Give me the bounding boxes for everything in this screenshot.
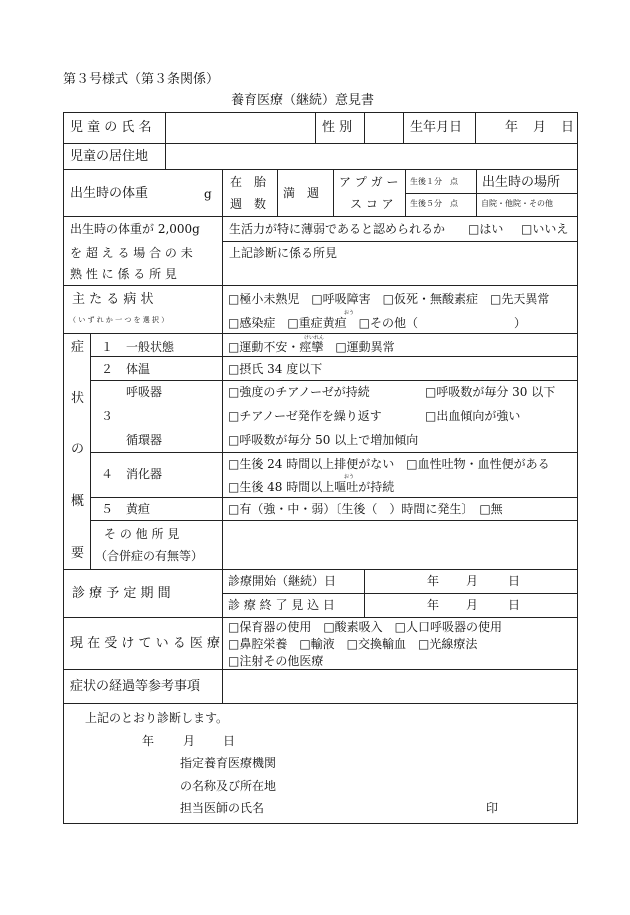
- footer-month-unit: 月: [183, 734, 196, 748]
- ruby-ou2: おう: [344, 474, 355, 480]
- start-day-unit: 日: [508, 574, 521, 588]
- vitality-question: 生活力が特に薄弱であると認められるか: [229, 222, 446, 236]
- start-year-unit: 年: [427, 574, 440, 588]
- temp-label: 体温: [126, 362, 151, 376]
- symptoms-side-char-4: 概: [71, 494, 85, 509]
- jaundice-text[interactable]: □有（強・中・弱）〔生後（ ）時間に発生〕 □無: [228, 502, 503, 516]
- dig-line2[interactable]: □生後 48 時間以上嘔吐が持続: [228, 480, 395, 494]
- other-findings-field[interactable]: [223, 521, 577, 569]
- child-name-label: 児 童 の 氏 名: [70, 120, 152, 135]
- resp-line1[interactable]: □強度のチアノーゼが持続: [228, 385, 370, 399]
- birthdate-label: 生年月日: [410, 120, 463, 135]
- birth-month-unit: 月: [533, 120, 547, 135]
- resp-line2b[interactable]: □出血傾向が強い: [425, 409, 521, 423]
- immaturity-label-3: 熟 性 に 係 る 所 見: [70, 267, 177, 281]
- main-condition-label: 主 た る 病 状: [72, 292, 154, 307]
- yes-checkbox[interactable]: □はい: [468, 222, 504, 236]
- birth-year-unit: 年: [505, 120, 519, 135]
- temp-text[interactable]: □摂氏 34 度以下: [228, 362, 323, 376]
- footer-day-unit: 日: [223, 734, 236, 748]
- apgar-1min: 生後１分 点: [410, 177, 458, 186]
- apgar-top: ア プ ガ ー: [339, 175, 399, 189]
- symptoms-side-char-5: 要: [71, 546, 85, 561]
- residence-field[interactable]: [166, 144, 577, 169]
- start-month-unit: 月: [466, 574, 479, 588]
- footer-year-unit: 年: [142, 734, 155, 748]
- symptoms-side-char-1: 症: [71, 340, 85, 355]
- start-date-label: 診療開始（継続）日: [228, 574, 337, 588]
- current-care-line2[interactable]: □鼻腔栄養 □輸液 □交換輸血 □光線療法: [228, 637, 478, 651]
- residence-label: 児童の居住地: [70, 149, 149, 164]
- end-year-unit: 年: [427, 598, 440, 612]
- form-title: 養育医療（継続）意見書: [231, 93, 375, 108]
- current-care-line3[interactable]: □注射その他医療: [228, 654, 324, 668]
- dig-label: 消化器: [126, 467, 163, 481]
- doctor-name-label: 担当医師の氏名: [180, 801, 265, 815]
- period-label: 診 療 予 定 期 間: [72, 586, 171, 601]
- temp-number: ２: [101, 362, 114, 376]
- birthplace-options: 自院・他院・その他: [481, 199, 553, 208]
- birth-day-unit: 日: [561, 120, 575, 135]
- general-label: 一般状態: [126, 340, 175, 354]
- dig-number: ４: [101, 467, 114, 481]
- institution-line2: の名称及び所在地: [180, 779, 277, 793]
- main-condition-line1[interactable]: □極小未熟児 □呼吸障害 □仮死・無酸素症 □先天異常: [228, 292, 550, 306]
- general-number: １: [101, 340, 114, 354]
- end-month-unit: 月: [466, 598, 479, 612]
- gestation-bottom: 週 数: [230, 197, 267, 211]
- gram-unit: g: [204, 187, 212, 201]
- resp-label: 呼吸器: [126, 385, 163, 399]
- other-label-2: （合併症の有無等）: [95, 549, 204, 563]
- main-condition-line2[interactable]: □感染症 □重症黄疸 □その他（ ）: [228, 316, 527, 330]
- apgar-5min: 生後５分 点: [410, 199, 458, 208]
- ruby-keiren: けいれん: [304, 335, 325, 341]
- main-condition-note: （ い ず れ か 一 つ を 選 択 ）: [69, 316, 169, 324]
- diagnosis-statement: 上記のとおり診断します。: [85, 711, 229, 725]
- symptoms-side-char-2: 状: [71, 391, 85, 406]
- jaundice-number: ５: [101, 502, 114, 516]
- resp-number: ３: [101, 409, 114, 423]
- findings-label: 上記診断に係る所見: [229, 246, 338, 260]
- other-label-1: そ の 他 所 見: [104, 527, 180, 541]
- immaturity-label-1: 出生時の体重が 2,000g: [70, 222, 200, 236]
- gender-label: 性 別: [322, 120, 353, 135]
- current-care-line1[interactable]: □保育器の使用 □酸素吸入 □人口呼吸器の使用: [228, 620, 503, 634]
- gestation-top: 在 胎: [230, 175, 267, 189]
- ruby-ou: おう: [344, 310, 355, 316]
- current-care-label: 現 在 受 け て い る 医 療: [70, 636, 221, 651]
- birth-weight-label: 出生時の体重: [70, 186, 149, 201]
- birthplace-label: 出生時の場所: [482, 175, 561, 190]
- immaturity-label-2: を 超 え る 場 合 の 未: [70, 246, 193, 260]
- seal-mark: 印: [486, 801, 499, 815]
- resp-line3[interactable]: □呼吸数が毎分 50 以上で増加傾向: [228, 433, 419, 447]
- gender-field[interactable]: [365, 113, 403, 143]
- progress-label: 症状の経過等参考事項: [70, 679, 201, 694]
- child-name-field[interactable]: [166, 113, 315, 143]
- dig-line1[interactable]: □生後 24 時間以上排便がない □血性吐物・血性便がある: [228, 457, 550, 471]
- jaundice-label: 黄疸: [126, 502, 151, 516]
- general-text[interactable]: □運動不安・痙攣 □運動異常: [228, 340, 395, 354]
- symptoms-side-char-3: の: [71, 442, 85, 457]
- apgar-bottom: ス コ ア: [350, 197, 394, 211]
- circ-label: 循環器: [126, 433, 163, 447]
- resp-line2[interactable]: □チアノーゼ発作を繰り返す: [228, 409, 382, 423]
- form-number: 第３号様式（第３条関係）: [63, 72, 220, 87]
- progress-field[interactable]: [223, 670, 577, 703]
- resp-line1b[interactable]: □呼吸数が毎分 30 以下: [425, 385, 556, 399]
- end-date-label: 診 療 終 了 見 込 日: [228, 598, 335, 612]
- institution-line1: 指定養育医療機関: [180, 756, 277, 770]
- no-checkbox[interactable]: □いいえ: [521, 222, 569, 236]
- end-day-unit: 日: [508, 598, 521, 612]
- weeks-unit: 満 週: [283, 186, 320, 200]
